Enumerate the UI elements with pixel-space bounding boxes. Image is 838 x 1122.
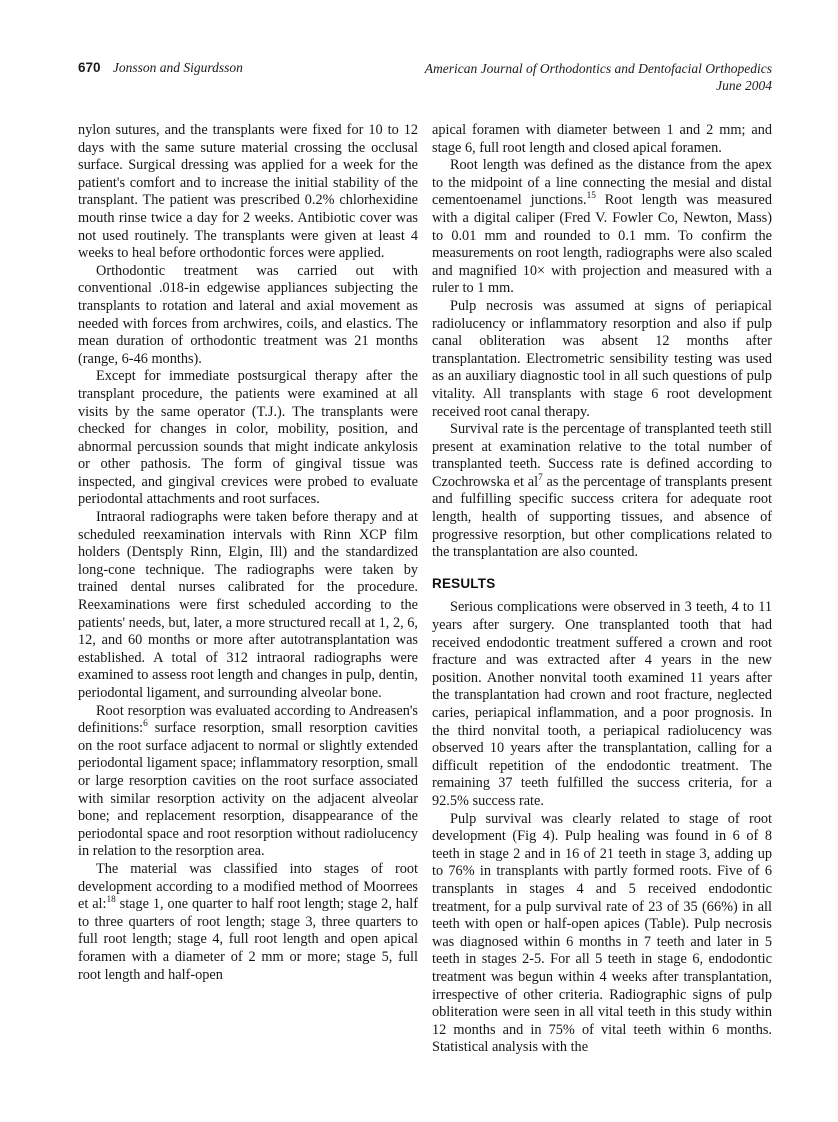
paragraph: Root resorption was evaluated according to Andreasen's definitions:$^6$ surface resorption, small resorption cavities on the root surface adjacent to normal or slightly extended periodontal ligament space; inflammatory resorption, small or large resorption cavities on the root surface associated with similar resorption activity on the adjacent alveolar bone; and replacement resorption, disappearance of the periodontal space and root resorption without radiolucency in relation to the resorption area. [78,702,418,860]
paragraph: apical foramen with diameter between 1 and 2 mm; and stage 6, full root length and closed apical foramen. [432,122,772,156]
left-column [78,122,418,1057]
issue-date: June 2004 [716,78,772,93]
page-header [78,60,772,94]
running-head-right [425,60,772,94]
paragraph: Root length was defined as the distance from the apex to the midpoint of a line connecting the mesial and distal cementoenamel junctions.$^{15}$ Root length was measured with a digital caliper (Fred V. Fowler Co, Newton, Mass) to 0.01 mm and rounded to 0.1 mm. To confirm the measurements on root length, radiographs were also scaled and magnified 10× with projection and measured with a ruler to 1 mm. [432,157,772,297]
paragraph: The material was classified into stages of root development according to a modified method of Moorrees et al:$^{18}$ stage 1, one quarter to half root length; stage 2, half to three quarters of root length; stage 3, three quarters to full root length; stage 4, full root length and open apical foramen with a diameter of 2 mm or more; stage 5, full root length and half-open [78,860,418,983]
paragraph: Pulp necrosis was assumed at signs of periapical radiolucency or inflammatory resorption and also if pulp canal obliteration was absent 12 months after transplantation. Electrometric sensibility testing was used as an auxiliary diagnostic tool in all such questions of pulp vitality. All transplants with stage 6 root development received root canal therapy. [432,297,772,420]
reference-superscript: 6 [143,719,148,730]
paragraph: Survival rate is the percentage of transplanted teeth still present at examination relative to the total number of transplanted teeth. Success rate is defined according to Czochrowska et al$^7$ as the percentage of transplants present and fulfilling specific success critera for adequate root length, health of supporting tissues, and absence of progressive resorption, but other complications related to the transplantation are also counted. [432,421,772,561]
running-authors: Jonsson and Sigurdsson [112,60,243,75]
reference-superscript: 15 [586,191,596,202]
section-heading: RESULTS [432,575,496,591]
paragraph: nylon sutures, and the transplants were fixed for 10 to 12 days with the same suture material crossing the occlusal surface. Surgical dressing was applied for a week for the patient's comfort and to increase the initial stability of the transplant. The patient was prescribed 0.2% chlorhexidine mouth rinse twice a day for 2 weeks. Antibiotic cover was not used routinely. The transplants were given at least 4 weeks to heal before orthodontic forces were applied. [78,122,418,262]
paragraph: Orthodontic treatment was carried out with conventional .018-in edgewise appliances subjecting the transplants to rotation and lateral and axial movement as needed with forces from archwires, coils, and elastics. The mean duration of orthodontic treatment was 21 months (range, 6-46 months). [78,262,418,367]
journal-title: American Journal of Orthodontics and Dentofacial Orthopedics [424,61,772,76]
paragraph: Intraoral radiographs were taken before therapy and at scheduled reexamination intervals with Rinn XCP film holders (Dentsply Rinn, Elgin, Ill) and the standardized long-cone technique. The radiographs were taken by trained dental nurses calibrated for the procedure. Reexaminations were first scheduled according to the patients' needs, but, later, a more structured recall at 1, 2, 6, 12, and 60 months or more after autotransplantation was established. A total of 312 intraoral radiographs were examined to assess root length and changes in pulp, dentin, periodontal ligament, and surrounding alveolar bone. [78,509,418,701]
page-number: 670 [78,60,101,75]
running-head-left [78,60,243,76]
reference-superscript: 18 [106,895,116,906]
paragraph: Serious complications were observed in 3 teeth, 4 to 11 years after surgery. One transplanted tooth that had received endodontic treatment suffered a crown and root fracture and was extracted after 4 years in the new position. Another nonvital tooth examined 11 years after the transplantation had crown and root fracture, neglected caries, periapical inflammation, and a poor prognosis. In the third nonvital tooth, a periapical radiolucency was observed 10 years after the transplantation, calling for a difficult repetition of the endodontic treatment. The remaining 37 teeth fulfilled the success criteria, for a 92.5% success rate. [432,599,772,809]
right-column [432,122,772,1057]
reference-superscript: 7 [538,473,543,484]
paragraph: Pulp survival was clearly related to stage of root development (Fig 4). Pulp healing was found in 6 of 8 teeth in stage 2 and in 16 of 21 teeth in stage 3, adding up to 76% in transplants with partly formed roots. Five of 6 transplants in stages 4 and 5 received endodontic treatment, for a pulp survival rate of 23 of 35 (66%) in all teeth with open or half-open apices (Table). Pulp necrosis was diagnosed within 6 months in 7 teeth and later in 5 teeth in stages 2-5. For all 5 teeth in stage 6, endodontic treatment was begun within 4 weeks after transplantation, irrespective of other criteria. Radiographic signs of pulp obliteration were seen in all vital teeth in this study within 12 months and in 75% of vital teeth within 6 months. Statistical analysis with the [432,810,772,1056]
paragraph: Except for immediate postsurgical therapy after the transplant procedure, the patients were examined at all visits by the same operator (T.J.). The transplants were checked for changes in color, mobility, position, and abnormal percussion sounds that might indicate ankylosis or other pathosis. The form of gingival tissue was inspected, and gingival crevices were probed to evaluate periodontal attachments and root surfaces. [78,368,418,508]
article-body [78,122,772,1057]
